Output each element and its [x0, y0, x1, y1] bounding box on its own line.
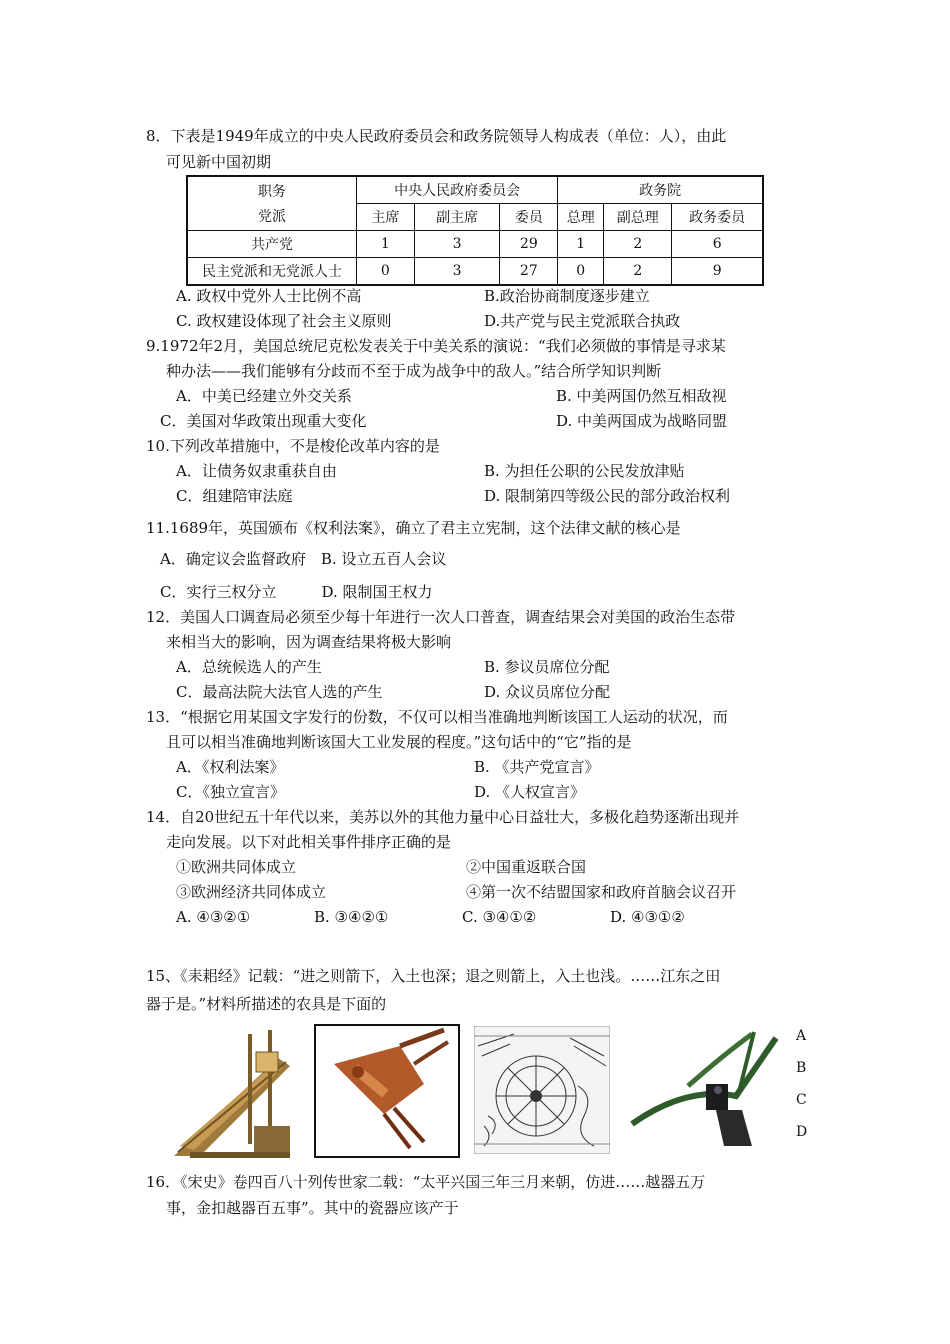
q9-option-a: A．中美已经建立外交关系: [176, 387, 352, 405]
q8-stem-line1: 8．下表是1949年成立的中央人民政府委员会和政务院领导人构成表（单位：人），由此: [146, 127, 727, 145]
q15-letter-d: D: [796, 1124, 808, 1140]
q9-option-c: C．美国对华政策出现重大变化: [160, 412, 367, 430]
corner-top-label: 职务: [258, 184, 286, 200]
q8-option-d: D.共产党与民主党派联合执政: [484, 312, 681, 330]
q14-item-3: ③欧洲经济共同体成立: [176, 883, 327, 901]
q13-stem-line2: 且可以相当准确地判断该国大工业发展的程度。”这句话中的“它”指的是: [166, 733, 632, 751]
q10-option-b: B. 为担任公职的公民发放津贴: [484, 462, 685, 480]
subhead: 总理: [558, 204, 604, 231]
q10-option-d: D. 限制第四等级公民的部分政治权利: [484, 487, 731, 505]
q13-option-b: B. 《共产党宣言》: [474, 758, 600, 776]
subhead: 政务委员: [672, 204, 763, 231]
q14-stem-line2: 走向发展。以下对此相关事件排序正确的是: [166, 833, 452, 851]
farm-tool-image-a: [170, 1026, 300, 1160]
table-row: [187, 231, 763, 258]
q15-letter-b: B: [796, 1060, 807, 1076]
q14-option-c: C. ③④①②: [462, 908, 537, 926]
q14-option-a: A. ④③②①: [176, 908, 251, 926]
table-cell: 0: [357, 258, 415, 286]
q8-option-a: A. 政权中党外人士比例不高: [176, 287, 362, 305]
corner-bottom-label: 党派: [258, 209, 286, 225]
q16-stem-line2: 事，金扣越器百五事”。其中的瓷器应该产于: [166, 1199, 459, 1217]
q15-letter-a: A: [796, 1028, 807, 1044]
table-cell: 2: [604, 258, 672, 286]
farm-tool-image-d: [626, 1026, 784, 1156]
table-corner-header: [187, 176, 357, 231]
table-cell: 1: [357, 231, 415, 258]
q11-options-line2: C．实行三权分立 D. 限制国王权力: [160, 583, 433, 601]
table-cell: 1: [558, 231, 604, 258]
q14-option-b: B. ③④②①: [314, 908, 389, 926]
subhead: 委员: [500, 204, 558, 231]
row-label: 共产党: [187, 231, 357, 258]
farm-tool-image-c: [474, 1026, 610, 1154]
subhead: 副主席: [414, 204, 500, 231]
table-cell: 2: [604, 231, 672, 258]
q12-option-d: D. 众议员席位分配: [484, 683, 611, 701]
q11-options-line1: A．确定议会监督政府 B. 设立五百人会议: [160, 550, 447, 568]
q9-stem-line2: 种办法——我们能够有分歧而不至于成为战争中的敌人。”结合所学知识判断: [166, 362, 662, 380]
subhead: 副总理: [604, 204, 672, 231]
q8-option-c: C. 政权建设体现了社会主义原则: [176, 312, 392, 330]
q14-stem-line1: 14．自20世纪五十年代以来，美苏以外的其他力量中心日益壮大，多极化趋势逐渐出现并: [146, 808, 740, 826]
q15-stem-line1: 15、《耒耜经》记载：“进之则箭下，入土也深；退之则箭上，入土也浅。……江东之田: [146, 967, 721, 985]
q16-stem-line1: 16．《宋史》卷四百八十列传世家二载：“太平兴国三年三月来朝，仿进……越器五万: [146, 1173, 706, 1191]
q8-leadership-table: [186, 175, 764, 286]
q13-option-d: D. 《人权宣言》: [474, 783, 586, 801]
q14-item-4: ④第一次不结盟国家和政府首脑会议召开: [466, 883, 737, 901]
table-cell: 0: [558, 258, 604, 286]
q10-option-a: A．让债务奴隶重获自由: [176, 462, 337, 480]
q9-option-d: D. 中美两国成为战略同盟: [556, 412, 728, 430]
q10-stem: 10.下列改革措施中，不是梭伦改革内容的是: [146, 437, 440, 455]
table-cell: 9: [672, 258, 763, 286]
q12-option-b: B. 参议员席位分配: [484, 658, 610, 676]
group-header-state-council: 政务院: [558, 176, 763, 204]
q14-item-1: ①欧洲共同体成立: [176, 858, 297, 876]
table-cell: 3: [414, 258, 500, 286]
q13-option-a: A．《权利法案》: [176, 758, 285, 776]
table-cell: 3: [414, 231, 500, 258]
q12-option-c: C．最高法院大法官人选的产生: [176, 683, 383, 701]
q8-stem-line2: 可见新中国初期: [166, 153, 272, 171]
q15-letter-c: C: [796, 1092, 807, 1108]
q9-option-b: B. 中美两国仍然互相敌视: [556, 387, 727, 405]
group-header-central-committee: 中央人民政府委员会: [357, 176, 558, 204]
table-cell: 6: [672, 231, 763, 258]
table-cell: 29: [500, 231, 558, 258]
table-cell: 27: [500, 258, 558, 286]
q13-option-c: C．《独立宣言》: [176, 783, 285, 801]
table-row: [187, 258, 763, 286]
q13-stem-line1: 13．“根据它用某国文字发行的份数，不仅可以相当准确地判断该国工人运动的状况，而: [146, 708, 728, 726]
subhead: 主席: [357, 204, 415, 231]
q12-option-a: A．总统候选人的产生: [176, 658, 322, 676]
q9-stem-line1: 9.1972年2月，美国总统尼克松发表关于中美关系的演说：“我们必须做的事情是寻求某: [146, 337, 726, 355]
q14-item-2: ②中国重返联合国: [466, 858, 587, 876]
q12-stem-line2: 来相当大的影响，因为调查结果将极大影响: [166, 633, 452, 651]
q15-stem-line2: 器于是。”材料所描述的农具是下面的: [146, 995, 387, 1013]
row-label: 民主党派和无党派人士: [187, 258, 357, 286]
farm-tool-image-b: [314, 1024, 460, 1158]
q10-option-c: C．组建陪审法庭: [176, 487, 293, 505]
q8-option-b: B.政治协商制度逐步建立: [484, 287, 650, 305]
q12-stem-line1: 12．美国人口调查局必须至少每十年进行一次人口普查，调查结果会对美国的政治生态带: [146, 608, 736, 626]
q11-stem: 11.1689年，英国颁布《权利法案》，确立了君主立宪制，这个法律文献的核心是: [146, 519, 681, 537]
q14-option-d: D. ④③①②: [610, 908, 685, 926]
